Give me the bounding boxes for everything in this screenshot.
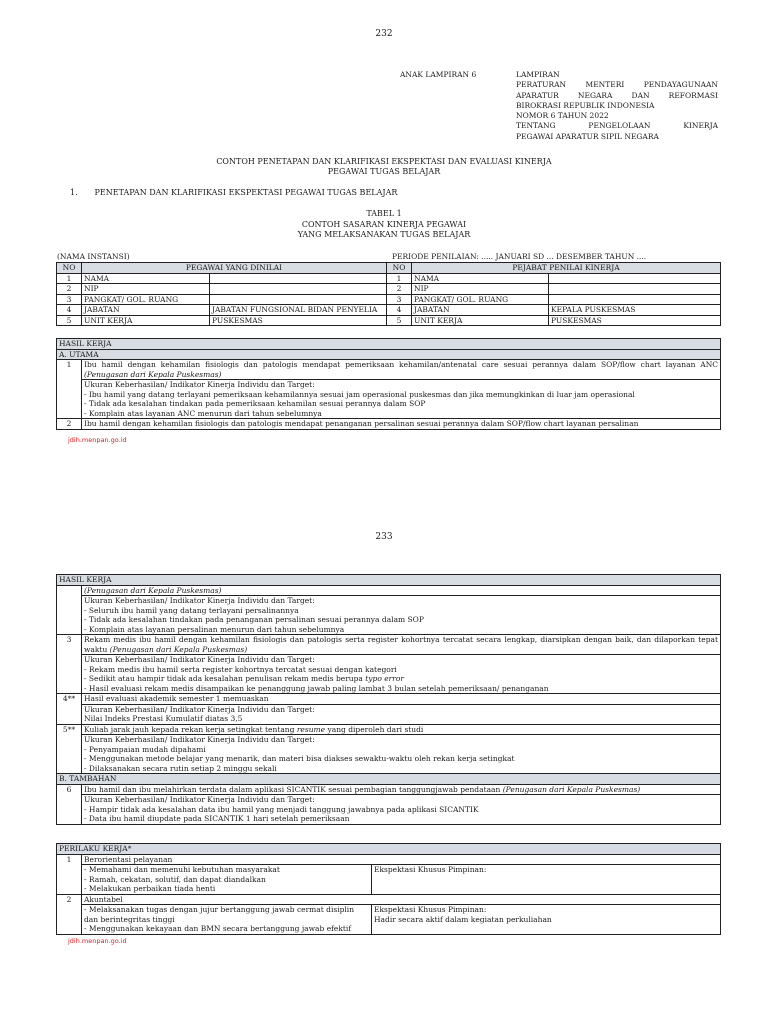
cell-no: 5 — [57, 315, 82, 326]
table-row — [57, 294, 721, 305]
watermark: jdih.menpan.go.id — [68, 436, 127, 444]
expectation-cell: Ekspektasi Khusus Pimpinan: — [372, 865, 721, 895]
cell-no: 1 — [57, 854, 82, 894]
periode-label: PERIODE PENILAIAN: ..... JANUARI SD ... DESEMBER TAHUN .... — [392, 252, 647, 261]
cell-no: 2 — [57, 284, 82, 295]
table-title-line: TABEL 1 — [366, 209, 402, 218]
work-result-note: (Penugasan dari Kepala Puskesmas) — [82, 585, 721, 596]
page-number: 233 — [375, 532, 393, 542]
table-row — [57, 655, 721, 694]
behavior-title: Berorientasi pelayanan — [82, 854, 721, 865]
table-row — [57, 315, 721, 326]
table-row — [57, 273, 721, 284]
cell-label: JABATAN — [82, 305, 210, 316]
hasil-kerja-table — [56, 338, 721, 430]
cell-no: 1 — [57, 360, 82, 419]
indicator-line: Ukuran Keberhasilan/ Indikator Kinerja Individu dan Target: — [84, 596, 315, 605]
document-title — [0, 157, 768, 177]
work-result-text: yang diperoleh dari studi — [327, 724, 424, 734]
table-row — [57, 704, 721, 724]
behavior-list — [82, 865, 372, 895]
cell-value: PUSKESMAS — [549, 315, 721, 326]
cell-value: PUSKESMAS — [210, 315, 387, 326]
behavior-line: - Melakukan perbaikan tiada henti — [84, 884, 216, 893]
cell-label: JABATAN — [412, 305, 549, 316]
work-result-text: Rekam medis ibu hamil dengan kehamilan fisiologis dan patologis serta register kohortnya tercatat secara lengkap, diarsipkan dengan baik, dan dilaporkan tepat waktu — [84, 635, 719, 654]
table-row — [57, 905, 721, 935]
lampiran-line: LAMPIRAN — [516, 70, 560, 79]
table-row — [57, 865, 721, 895]
work-result — [82, 635, 721, 655]
table-row — [57, 694, 721, 705]
cell-no: 5 — [387, 315, 412, 326]
hasil-kerja-table-continued — [56, 574, 721, 825]
indicator-line — [84, 674, 718, 684]
cell-no: 3 — [57, 635, 82, 694]
cell-no: 1 — [57, 273, 82, 284]
work-result-text: Hasil evaluasi akademik semester 1 memuaskan — [82, 694, 721, 705]
anak-lampiran-label: ANAK LAMPIRAN 6 — [400, 70, 477, 79]
behavior-line: - Ramah, cekatan, solutif, dan dapat diandalkan — [84, 874, 266, 884]
indicator-line: Ukuran Keberhasilan/ Indikator Kinerja Individu dan Target: — [84, 380, 315, 389]
table-title-line: YANG MELAKSANAKAN TUGAS BELAJAR — [297, 230, 471, 239]
lampiran-line: TENTANG PENGELOLAAN KINERJA — [516, 121, 718, 131]
document-title-line: CONTOH PENETAPAN DAN KLARIFIKASI EKSPEKTASI DAN EVALUASI KINERJA — [216, 157, 552, 166]
cell-no: 3 — [57, 294, 82, 305]
indicator-line: Ukuran Keberhasilan/ Indikator Kinerja Individu dan Target: — [84, 704, 315, 714]
table-row — [57, 635, 721, 655]
work-result-text: Ibu hamil dan ibu melahirkan terdata dalam aplikasi SICANTIK sesuai pembagian tanggungjawab pendataan — [84, 784, 501, 794]
cell-label: PANGKAT/ GOL. RUANG — [82, 294, 210, 305]
header-penilai: PEJABAT PENILAI KINERJA — [412, 263, 721, 274]
indicator-list — [82, 380, 721, 419]
lampiran-line: PERATURAN MENTERI PENDAYAGUNAAN — [516, 80, 718, 90]
behavior-list — [82, 905, 372, 935]
cell-no: 4 — [387, 305, 412, 316]
work-result — [82, 724, 721, 735]
work-result — [82, 360, 721, 380]
work-result-note: (Penugasan dari Kepala Puskesmas) — [84, 369, 222, 379]
lampiran-line: PEGAWAI APARATUR SIPIL NEGARA — [516, 131, 659, 141]
table-row — [57, 894, 721, 905]
expectation-cell — [372, 905, 721, 935]
indicator-line: - Dilaksanakan secara rutin setiap 2 minggu sekali — [84, 763, 277, 773]
cell-no — [57, 585, 82, 635]
indicator-line: - Ibu hamil yang datang terlayani pemeriksaan kehamilannya sesuai jam operasional puskesmas dan jika memungkinkan di luar jam operasional — [84, 389, 635, 399]
indicator-list — [82, 596, 721, 635]
indicator-italic: typo error — [365, 674, 404, 683]
table-row — [57, 854, 721, 865]
table-title — [0, 209, 768, 241]
behavior-line: - Memahami dan memenuhi kebutuhan masyarakat — [84, 865, 280, 874]
cell-label: UNIT KERJA — [82, 315, 210, 326]
table-row — [57, 784, 721, 795]
perilaku-kerja-table — [56, 843, 721, 935]
cell-no: 2 — [387, 284, 412, 295]
cell-value: JABATAN FUNGSIONAL BIDAN PENYELIA — [210, 305, 387, 316]
table-row — [57, 795, 721, 825]
page-number: 232 — [375, 29, 393, 39]
cell-label: NIP — [82, 284, 210, 295]
indicator-line: Ukuran Keberhasilan/ Indikator Kinerja Individu dan Target: — [84, 735, 315, 744]
indicator-line: - Menggunakan metode belajar yang menarik, dan materi bisa diakses sewaktu-waktu oleh rekan kerja setingkat — [84, 754, 515, 763]
table-row — [57, 724, 721, 735]
table-row — [57, 360, 721, 380]
indicator-list — [82, 655, 721, 694]
indicator-line: - Komplain atas layanan persalinan menurun dari tahun sebelumnya — [84, 624, 345, 634]
cell-no: 4 — [57, 305, 82, 316]
table-header-row — [57, 263, 721, 274]
indicator-list — [82, 795, 721, 825]
indicator-line: - Data ibu hamil diupdate pada SICANTIK 1 hari setelah pemeriksaan — [84, 814, 350, 823]
table-row — [57, 596, 721, 635]
cell-no: 2 — [57, 894, 82, 934]
work-result-text: Ibu hamil dengan kehamilan fisiologis dan patologis mendapat pemeriksaan kehamilan/antenatal care sesuai perannya dalam SOP/flow chart layanan ANC — [84, 360, 719, 369]
table-row — [57, 419, 721, 430]
hasil-kerja-heading: HASIL KERJA — [57, 575, 721, 586]
indicator-line: - Hasil evaluasi rekam medis disampaikan ke penanggung jawab paling lambat 3 bulan setelah pemeriksaan/ penanganan — [84, 683, 549, 693]
table-row — [57, 735, 721, 774]
cell-no: 5** — [57, 724, 82, 774]
cell-label: UNIT KERJA — [412, 315, 549, 326]
perilaku-heading: PERILAKU KERJA* — [57, 844, 721, 855]
indicator-text: - Sedikit atau hampir tidak ada kesalahan penulisan rekam medis berupa — [84, 674, 363, 683]
lampiran-line: NOMOR 6 TAHUN 2022 — [516, 111, 609, 121]
expectation-value: Hadir secara aktif dalam kegiatan perkuliahan — [374, 914, 552, 924]
table-row — [57, 380, 721, 419]
cell-no: 2 — [57, 419, 82, 430]
work-result — [82, 784, 721, 795]
table-row — [57, 305, 721, 316]
cell-label: NAMA — [412, 273, 549, 284]
cell-no: 6 — [57, 784, 82, 824]
cell-value — [549, 284, 721, 295]
indicator-line: - Rekam medis ibu hamil serta register kohortnya tercatat sesuai dengan kategori — [84, 664, 397, 674]
indicator-line: Ukuran Keberhasilan/ Indikator Kinerja Individu dan Target: — [84, 795, 315, 804]
cell-value — [210, 294, 387, 305]
indicator-line: - Penyampaian mudah dipahami — [84, 744, 206, 754]
indicator-line: Nilai Indeks Prestasi Kumulatif diatas 3,5 — [84, 714, 243, 723]
header-pegawai: PEGAWAI YANG DINILAI — [82, 263, 387, 274]
behavior-line: - Melaksanakan tugas dengan jujur bertanggung jawab cermat disiplin dan berintegritas tinggi — [84, 905, 355, 924]
tambahan-heading: B. TAMBAHAN — [57, 774, 721, 785]
header-no: NO — [57, 263, 82, 274]
table-title-line: CONTOH SASARAN KINERJA PEGAWAI — [301, 219, 467, 229]
cell-value — [210, 273, 387, 284]
work-result-italic: resume — [296, 724, 326, 734]
work-result-note: (Penugasan dari Kepala Puskesmas) — [109, 644, 248, 654]
work-result-note: (Penugasan dari Kepala Puskesmas) — [502, 784, 641, 794]
document-title-line: PEGAWAI TUGAS BELAJAR — [327, 167, 441, 176]
indicator-line: Ukuran Keberhasilan/ Indikator Kinerja Individu dan Target: — [84, 655, 315, 664]
skp-identity-table — [56, 262, 721, 326]
cell-label: NAMA — [82, 273, 210, 284]
cell-value: KEPALA PUSKESMAS — [549, 305, 721, 316]
watermark: jdih.menpan.go.id — [68, 937, 127, 945]
instansi-label: (NAMA INSTANSI) — [57, 252, 130, 261]
lampiran-line: BIROKRASI REPUBLIK INDONESIA — [516, 100, 655, 110]
table-row — [57, 585, 721, 596]
indicator-line: - Hampir tidak ada kesalahan data ibu hamil yang menjadi tanggung jawabnya pada aplikasi SICANTIK — [84, 804, 479, 814]
lampiran-line: APARATUR NEGARA DAN REFORMASI — [516, 90, 718, 100]
table-row — [57, 284, 721, 295]
expectation-label: Ekspektasi Khusus Pimpinan: — [374, 905, 487, 914]
header-no: NO — [387, 263, 412, 274]
indicator-line: - Komplain atas layanan ANC menurun dari tahun sebelumnya — [84, 408, 322, 418]
section-title: PENETAPAN DAN KLARIFIKASI EKSPEKTASI PEGAWAI TUGAS BELAJAR — [94, 188, 398, 197]
work-result-text: Ibu hamil dengan kehamilan fisiologis dan patologis mendapat penanganan persalinan sesuai perannya dalam SOP/flow chart layanan persalinan — [82, 419, 721, 430]
cell-value — [549, 294, 721, 305]
cell-no: 1 — [387, 273, 412, 284]
section-number: 1. — [70, 188, 78, 197]
indicator-line: - Tidak ada kesalahan tindakan pada penanganan persalinan sesuai perannya dalam SOP — [84, 615, 424, 624]
indicator-list — [82, 735, 721, 774]
cell-value — [210, 284, 387, 295]
section-heading — [70, 188, 397, 197]
behavior-line: - Menggunakan kekayaan dan BMN secara bertanggung jawab efektif — [84, 924, 352, 933]
work-result-text: Kuliah jarak jauh kepada rekan kerja setingkat tentang — [84, 724, 295, 734]
behavior-title: Akuntabel — [82, 894, 721, 905]
indicator-list — [82, 704, 721, 724]
cell-label: NIP — [412, 284, 549, 295]
hasil-kerja-heading: HASIL KERJA — [57, 339, 721, 350]
cell-label: PANGKAT/ GOL. RUANG — [412, 294, 549, 305]
cell-no: 3 — [387, 294, 412, 305]
utama-heading: A. UTAMA — [57, 349, 721, 360]
cell-value — [549, 273, 721, 284]
indicator-line: - Seluruh ibu hamil yang datang terlayani persalinannya — [84, 605, 299, 615]
lampiran-block — [516, 70, 718, 142]
indicator-line: - Tidak ada kesalahan tindakan pada pemeriksaan kehamilan sesuai perannya dalam SOP — [84, 399, 426, 408]
cell-no: 4** — [57, 694, 82, 725]
